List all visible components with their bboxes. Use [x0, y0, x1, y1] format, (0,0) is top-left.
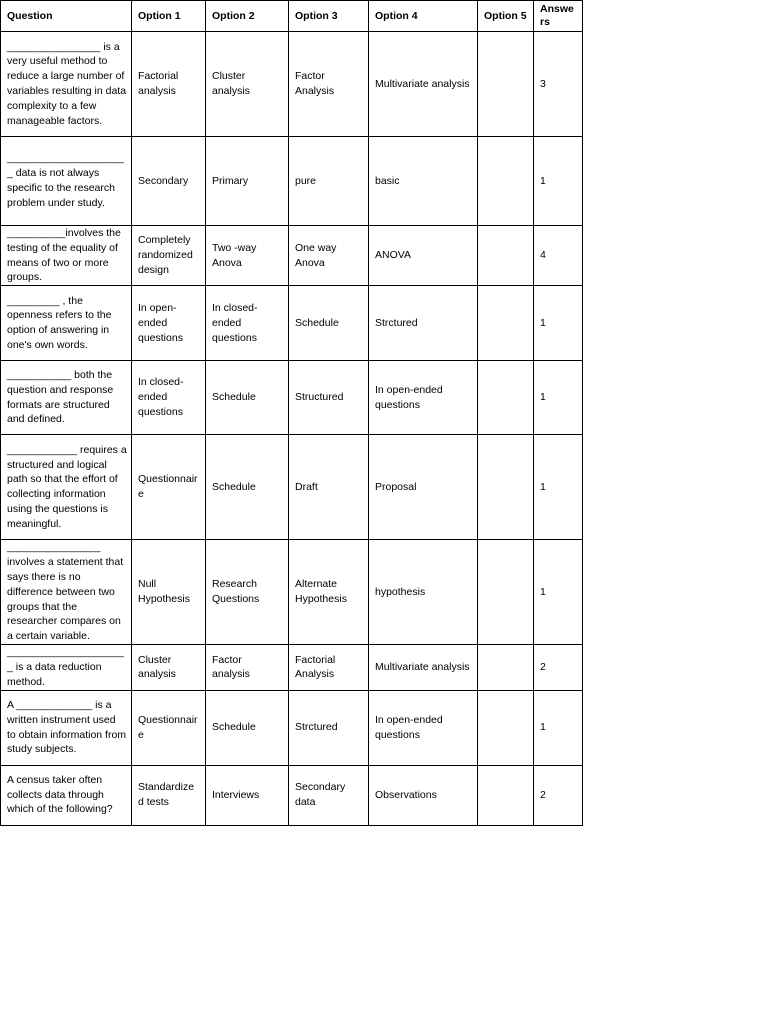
option-2-cell: In closed-ended questions	[206, 286, 289, 361]
table-row	[1, 645, 583, 690]
question-cell: ________________ involves a statement that says there is no difference between two groups that the researcher compares on a certain variable.	[1, 540, 132, 645]
option-3-cell: Structured	[289, 361, 369, 435]
option-5-cell	[478, 226, 534, 286]
option-3-cell: One way Anova	[289, 226, 369, 286]
question-cell: ____________ requires a structured and logical path so that the effort of collecting information using the questions is meaningful.	[1, 435, 132, 540]
answer-cell: 1	[534, 286, 583, 361]
option-1-cell: Factorial analysis	[132, 32, 206, 137]
option-1-cell: In closed-ended questions	[132, 361, 206, 435]
option-3-cell: pure	[289, 137, 369, 226]
table-row	[1, 286, 583, 361]
header-option-5: Option 5	[478, 1, 534, 32]
option-5-cell	[478, 286, 534, 361]
answer-cell: 4	[534, 226, 583, 286]
option-4-cell: Proposal	[369, 435, 478, 540]
option-3-cell: Draft	[289, 435, 369, 540]
header-answers: Answers	[534, 1, 583, 32]
answer-cell: 1	[534, 540, 583, 645]
option-2-cell: Research Questions	[206, 540, 289, 645]
table-row	[1, 435, 583, 540]
option-2-cell: Schedule	[206, 435, 289, 540]
table-row	[1, 361, 583, 435]
option-4-cell: Strctured	[369, 286, 478, 361]
answer-cell: 3	[534, 32, 583, 137]
option-5-cell	[478, 32, 534, 137]
option-1-cell: In open-ended questions	[132, 286, 206, 361]
option-5-cell	[478, 361, 534, 435]
option-1-cell: Cluster analysis	[132, 645, 206, 690]
option-3-cell: Factor Analysis	[289, 32, 369, 137]
option-2-cell: Schedule	[206, 361, 289, 435]
option-2-cell: Cluster analysis	[206, 32, 289, 137]
option-4-cell: ANOVA	[369, 226, 478, 286]
answer-cell: 2	[534, 765, 583, 825]
question-cell: ________________ is a very useful method to reduce a large number of variables resulting in data complexity to a few manageable factors.	[1, 32, 132, 137]
option-3-cell: Factorial Analysis	[289, 645, 369, 690]
option-1-cell: Questionnaire	[132, 435, 206, 540]
table-row	[1, 226, 583, 286]
option-5-cell	[478, 765, 534, 825]
option-5-cell	[478, 435, 534, 540]
option-5-cell	[478, 645, 534, 690]
header-option-3: Option 3	[289, 1, 369, 32]
question-cell: _____________________ data is not always specific to the research problem under study.	[1, 137, 132, 226]
option-3-cell: Strctured	[289, 690, 369, 765]
question-cell: _____________________ is a data reduction method.	[1, 645, 132, 690]
option-3-cell: Secondary data	[289, 765, 369, 825]
question-cell: A _____________ is a written instrument used to obtain information from study subjects.	[1, 690, 132, 765]
option-4-cell: Observations	[369, 765, 478, 825]
option-2-cell: Two -way Anova	[206, 226, 289, 286]
option-1-cell: Standardized tests	[132, 765, 206, 825]
answer-cell: 1	[534, 435, 583, 540]
table-row	[1, 32, 583, 137]
header-option-2: Option 2	[206, 1, 289, 32]
option-1-cell: Secondary	[132, 137, 206, 226]
header-option-1: Option 1	[132, 1, 206, 32]
answer-cell: 1	[534, 690, 583, 765]
option-4-cell: In open-ended questions	[369, 690, 478, 765]
option-1-cell: Null Hypothesis	[132, 540, 206, 645]
table-row	[1, 540, 583, 645]
header-question: Question	[1, 1, 132, 32]
table-header	[1, 1, 583, 32]
option-4-cell: In open-ended questions	[369, 361, 478, 435]
option-4-cell: basic	[369, 137, 478, 226]
table-row	[1, 765, 583, 825]
option-5-cell	[478, 690, 534, 765]
option-1-cell: Completely randomized design	[132, 226, 206, 286]
header-row	[1, 1, 583, 32]
option-2-cell: Schedule	[206, 690, 289, 765]
option-2-cell: Primary	[206, 137, 289, 226]
option-3-cell: Alternate Hypothesis	[289, 540, 369, 645]
question-cell: ___________ both the question and response formats are structured and defined.	[1, 361, 132, 435]
table-row	[1, 690, 583, 765]
answer-cell: 1	[534, 137, 583, 226]
question-cell: A census taker often collects data through which of the following?	[1, 765, 132, 825]
option-5-cell	[478, 137, 534, 226]
option-1-cell: Questionnaire	[132, 690, 206, 765]
option-4-cell: Multivariate analysis	[369, 32, 478, 137]
question-cell: _________ , the openness refers to the option of answering in one's own words.	[1, 286, 132, 361]
option-4-cell: Multivariate analysis	[369, 645, 478, 690]
table-body	[1, 32, 583, 826]
option-2-cell: Interviews	[206, 765, 289, 825]
option-2-cell: Factor analysis	[206, 645, 289, 690]
option-4-cell: hypothesis	[369, 540, 478, 645]
table-row	[1, 137, 583, 226]
question-cell: __________involves the testing of the equality of means of two or more groups.	[1, 226, 132, 286]
answer-cell: 1	[534, 361, 583, 435]
option-5-cell	[478, 540, 534, 645]
option-3-cell: Schedule	[289, 286, 369, 361]
answer-cell: 2	[534, 645, 583, 690]
header-option-4: Option 4	[369, 1, 478, 32]
